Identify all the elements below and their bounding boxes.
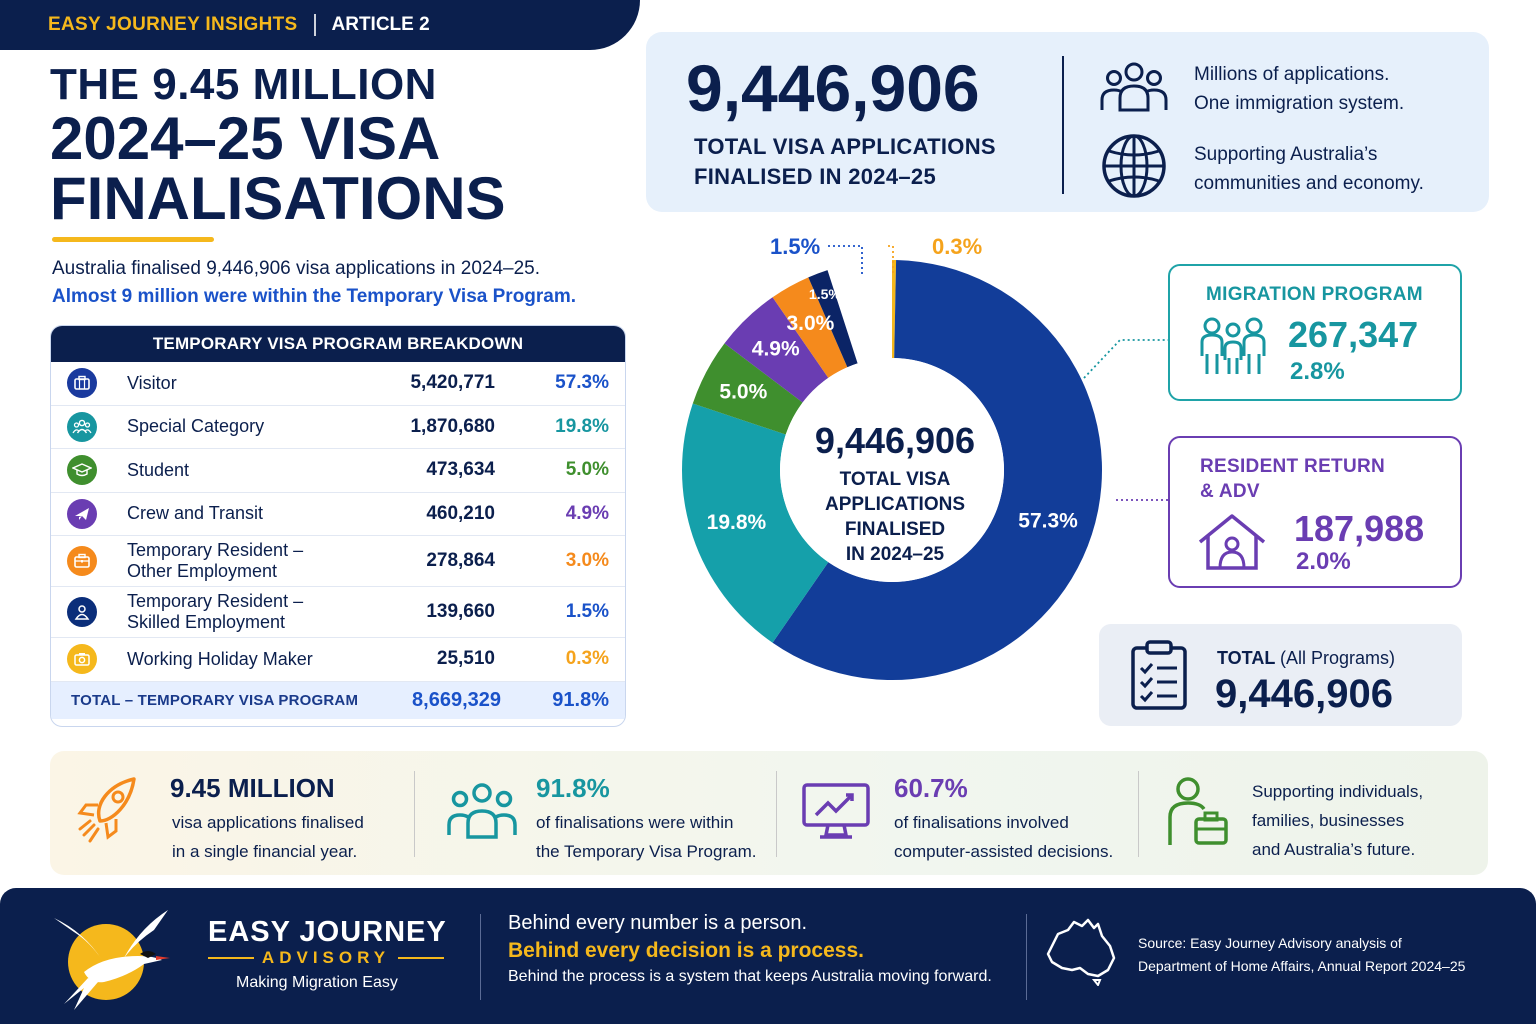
row-percent: 3.0%: [565, 550, 609, 571]
total-value: 8,669,329: [412, 688, 501, 711]
donut-caption-line-4: IN 2024–25: [845, 544, 945, 565]
donut-slice-label: 57.3%: [1018, 509, 1078, 533]
row-value: 1,870,680: [410, 415, 495, 437]
resident-title: [1200, 454, 1420, 504]
house-person-icon: [1196, 512, 1268, 577]
donut-center-caption: [780, 467, 1010, 567]
briefcase-icon: [67, 368, 97, 398]
row-name: Working Holiday Maker: [127, 648, 313, 669]
total-all-programs-card: [1099, 624, 1462, 726]
family-icon: [1198, 316, 1268, 385]
hero-note-2-line-1: Supporting Australia’s: [1194, 144, 1378, 165]
footer-divider: [1026, 914, 1027, 1000]
row-percent: 5.0%: [565, 459, 609, 481]
row-name: Visitor: [127, 372, 177, 393]
intro-line-1: Australia finalised 9,446,906 visa applications in 2024–25.: [52, 258, 540, 279]
hero-divider: [1062, 56, 1064, 194]
source-line-1: Source: Easy Journey Advisory analysis of: [1138, 935, 1402, 951]
table-row: [51, 638, 625, 682]
hero-number: 9,446,906: [686, 51, 980, 125]
donut-center-value: 9,446,906: [814, 420, 976, 461]
row-value: 139,660: [426, 601, 495, 622]
table-row: [51, 362, 625, 406]
total-all-value: 9,446,906: [1215, 672, 1393, 716]
table-row: [51, 406, 625, 450]
stat-head: 9.45 MILLION: [170, 773, 335, 803]
hero-caption: [694, 132, 996, 192]
row-value: 5,420,771: [410, 372, 495, 394]
key-stats-strip: [50, 751, 1488, 875]
airplane-icon: [67, 499, 97, 529]
footer-brand: EASY JOURNEY: [208, 916, 447, 948]
hero-caption-line-1: TOTAL VISA APPLICATIONS: [694, 134, 996, 159]
stat-body-line-2: families, businesses: [1252, 811, 1405, 830]
donut-caption-line-1: TOTAL VISA: [839, 469, 951, 490]
row-name: Temporary Resident – Skilled Employment: [127, 591, 304, 632]
hero-note-1-line-2: One immigration system.: [1194, 93, 1405, 114]
hero-stat-card: [646, 32, 1489, 212]
migration-value: 267,347: [1288, 314, 1419, 355]
graduation-cap-icon: [67, 455, 97, 485]
row-name: Crew and Transit: [127, 503, 264, 524]
source-line-2: Department of Home Affairs, Annual Report 2024–25: [1138, 958, 1466, 974]
advisory-text: ADVISORY: [261, 948, 391, 967]
tern-bird-logo: [44, 902, 184, 1019]
donut-slice-label: 5.0%: [719, 380, 768, 404]
row-name: Student: [127, 459, 190, 480]
row-name: Temporary Resident – Other Employment: [127, 540, 304, 581]
camera-icon: [67, 644, 97, 674]
row-value: 278,864: [426, 550, 495, 571]
table-row: [51, 449, 625, 493]
stat-item: [776, 751, 1138, 875]
table-row: [51, 493, 625, 537]
resident-percent: 2.0%: [1296, 548, 1351, 575]
row-name: Special Category: [127, 416, 265, 437]
australia-map-icon: [1044, 916, 1120, 991]
person-briefcase-icon: [1166, 775, 1230, 856]
donut-slice-label: 4.9%: [751, 337, 800, 361]
header-divider: [314, 14, 316, 36]
group-icon: [67, 412, 97, 442]
header-article: ARTICLE 2: [331, 14, 430, 35]
hero-note-1: [1194, 60, 1404, 118]
stat-head: 60.7%: [894, 773, 968, 803]
donut-slice-label: 3.0%: [786, 312, 835, 336]
stat-body-line-1: Supporting individuals,: [1252, 782, 1424, 801]
globe-icon: [1100, 132, 1168, 205]
toolbox-icon: [67, 546, 97, 576]
row-percent: 1.5%: [565, 601, 609, 622]
total-all-label-main: TOTAL: [1217, 648, 1275, 668]
resident-return-card: [1168, 436, 1462, 588]
row-value: 473,634: [426, 459, 495, 481]
total-all-label-sub: (All Programs): [1280, 648, 1396, 668]
donut-slice-label: 19.8%: [706, 510, 767, 534]
person-icon: [67, 597, 97, 627]
donut-caption-line-3: FINALISED: [844, 519, 946, 540]
donut-slice-label: 1.5%: [808, 286, 841, 303]
hero-note-1-line-1: Millions of applications.: [1194, 64, 1390, 85]
total-all-label: [1217, 648, 1395, 669]
stat-body-line-2: computer-assisted decisions.: [894, 842, 1114, 861]
footer-quote-3: Behind the process is a system that keeps Australia moving forward.: [508, 968, 992, 985]
total-percent: 91.8%: [552, 688, 609, 711]
card-connectors: [1080, 336, 1170, 516]
title-underline: [52, 237, 214, 242]
title-line-3: FINALISATIONS: [50, 165, 506, 232]
stat-body-line-3: and Australia’s future.: [1252, 840, 1416, 859]
advisory-rule-right: [398, 957, 444, 959]
stat-body: [1252, 777, 1423, 864]
table-row: [51, 587, 625, 638]
stat-body: [536, 808, 756, 866]
callout-leaders: [820, 240, 900, 280]
resident-title-line-1: RESIDENT RETURN: [1200, 456, 1386, 477]
hero-caption-line-2: FINALISED IN 2024–25: [694, 164, 936, 189]
header-tag: [0, 0, 640, 50]
footer-quote-2: Behind every decision is a process.: [508, 939, 864, 962]
stat-item: [414, 751, 776, 875]
callout-working-holiday-percent: 0.3%: [932, 234, 983, 259]
stat-item: [1138, 751, 1488, 875]
migration-percent: 2.8%: [1290, 358, 1345, 385]
table-total-row: [51, 682, 625, 719]
footer-source: [1138, 932, 1518, 978]
row-percent: 57.3%: [555, 372, 609, 394]
stat-body-line-1: of finalisations involved: [894, 813, 1069, 832]
row-percent: 19.8%: [555, 415, 609, 437]
table-title: TEMPORARY VISA PROGRAM BREAKDOWN: [51, 326, 625, 362]
migration-program-card: [1168, 264, 1462, 401]
clipboard-checklist-icon: [1129, 638, 1189, 717]
monitor-chart-icon: [800, 781, 872, 846]
people-icon: [446, 781, 518, 848]
stat-body-line-1: visa applications finalised: [172, 813, 364, 832]
resident-title-line-2: & ADV: [1200, 481, 1260, 502]
stat-body-line-2: the Temporary Visa Program.: [536, 842, 757, 861]
advisory-rule-left: [208, 957, 254, 959]
row-value: 460,210: [426, 502, 495, 524]
stat-head: 91.8%: [536, 773, 610, 803]
row-percent: 4.9%: [565, 502, 609, 524]
intro-line-2: Almost 9 million were within the Temporary Visa Program.: [52, 286, 577, 307]
footer: [0, 888, 1536, 1024]
breakdown-table: [50, 325, 626, 727]
table-row: [51, 536, 625, 587]
stat-body-line-1: of finalisations were within: [536, 813, 734, 832]
total-label: TOTAL – TEMPORARY VISA PROGRAM: [71, 691, 359, 709]
people-group-icon: [1098, 60, 1170, 121]
row-percent: 0.3%: [565, 648, 609, 670]
resident-value: 187,988: [1294, 508, 1425, 549]
footer-advisory: [208, 948, 444, 968]
stat-body-line-2: in a single financial year.: [172, 842, 358, 861]
callout-skilled-percent: 1.5%: [770, 234, 821, 259]
title-line-1: THE 9.45 MILLION: [50, 60, 437, 109]
header-brand: EASY JOURNEY INSIGHTS: [48, 14, 298, 35]
title-line-2: 2024–25 VISA: [50, 105, 441, 172]
footer-divider: [480, 914, 481, 1000]
stat-item: [50, 751, 414, 875]
row-value: 25,510: [436, 648, 495, 670]
stat-body: [172, 808, 364, 866]
migration-title: MIGRATION PROGRAM: [1206, 284, 1423, 305]
hero-note-2: [1194, 140, 1424, 198]
footer-tagline: Making Migration Easy: [236, 974, 398, 991]
donut-caption-line-2: APPLICATIONS: [824, 494, 966, 515]
hero-note-2-line-2: communities and economy.: [1194, 173, 1424, 194]
stat-body: [894, 808, 1113, 866]
footer-quote-1: Behind every number is a person.: [508, 912, 808, 934]
rocket-icon: [76, 775, 142, 850]
